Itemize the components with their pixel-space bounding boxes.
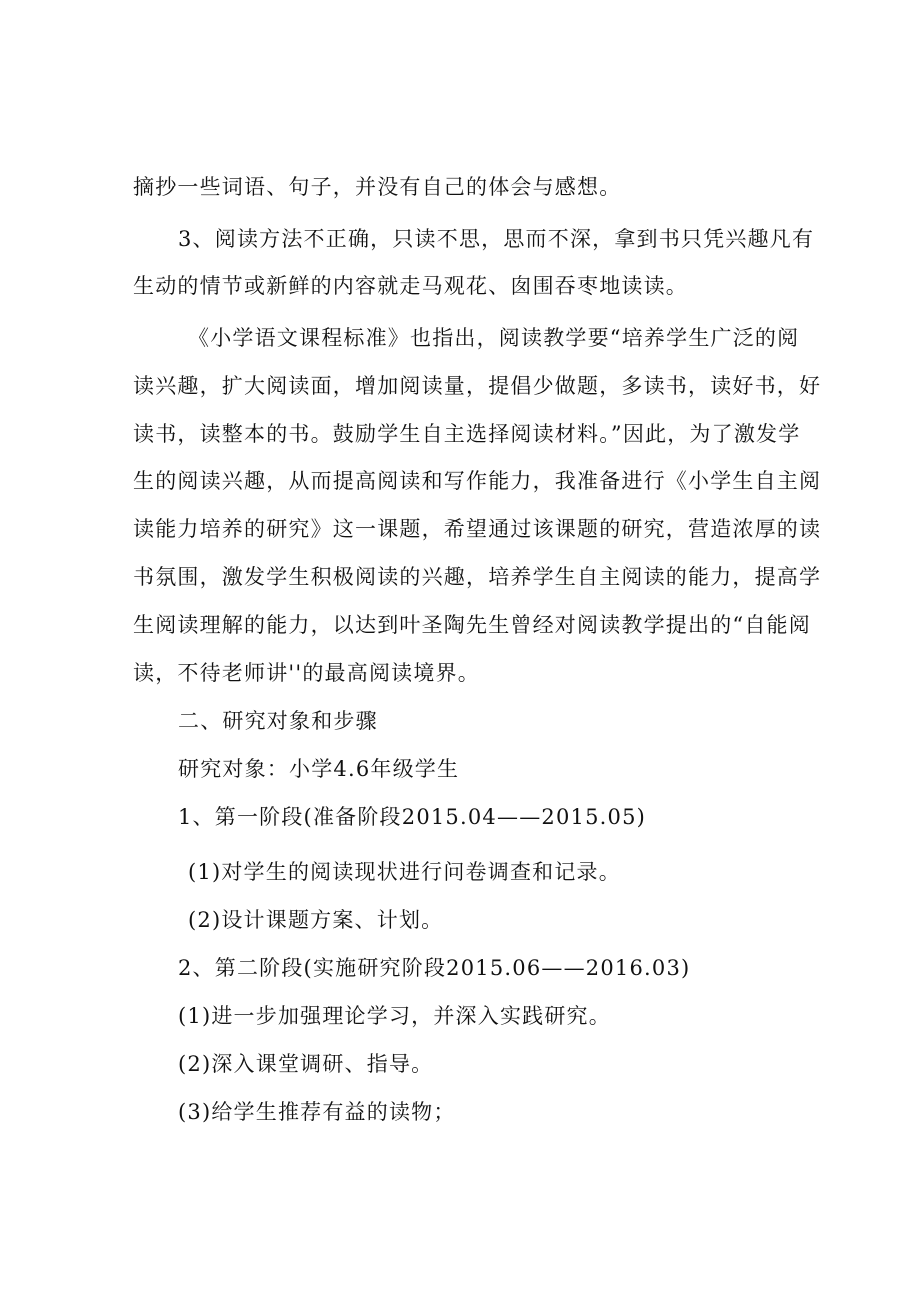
text-line-10: 生阅读理解的能力，以达到叶圣陶先生曾经对阅读教学提出的“自能阅 (133, 613, 811, 637)
stage-two-item-1: (1)进一步加强理论学习，并深入实践研究。 (178, 1004, 611, 1028)
stage-one-item-2: (2)设计课题方案、计划。 (188, 908, 444, 932)
text-line-6: 读书，读整本的书。鼓励学生自主选择阅读材料。”因此，为了激发学 (133, 422, 801, 446)
stage-one-heading: 1、第一阶段(准备阶段2015.04——2015.05) (178, 805, 647, 829)
text-line-4: 《小学语文课程标准》也指出，阅读教学要“培养学生广泛的阅 (188, 326, 800, 350)
text-line-13: 研究对象：小学4.6年级学生 (178, 757, 460, 781)
text-line-1: 摘抄一些词语、句子，并没有自己的体会与感想。 (133, 175, 622, 199)
text-line-8: 读能力培养的研究》这一课题，希望通过该课题的研究，营造浓厚的读 (133, 517, 822, 541)
stage-two-item-3: (3)给学生推荐有益的读物； (178, 1100, 456, 1124)
text-line-9: 书氛围，激发学生积极阅读的兴趣，培养学生自主阅读的能力，提高学 (133, 565, 822, 589)
section-heading: 二、研究对象和步骤 (178, 709, 378, 733)
stage-two-heading: 2、第二阶段(实施研究阶段2015.06——2016.03) (178, 956, 691, 980)
text-line-2: 3、阅读方法不正确，只读不思，思而不深，拿到书只凭兴趣凡有 (178, 227, 815, 251)
text-line-3: 生动的情节或新鲜的内容就走马观花、囱围吞枣地读读。 (133, 274, 688, 298)
text-line-7: 生的阅读兴趣，从而提高阅读和写作能力，我准备进行《小学生自主阅 (133, 469, 822, 493)
stage-two-item-2: (2)深入课堂调研、指导。 (178, 1052, 434, 1076)
text-line-11: 读，不待老师讲''的最高阅读境界。 (133, 661, 480, 685)
text-line-5: 读兴趣，扩大阅读面，增加阅读量，提倡少做题，多读书，读好书，好 (133, 374, 822, 398)
stage-one-item-1: (1)对学生的阅读现状进行问卷调查和记录。 (188, 860, 621, 884)
